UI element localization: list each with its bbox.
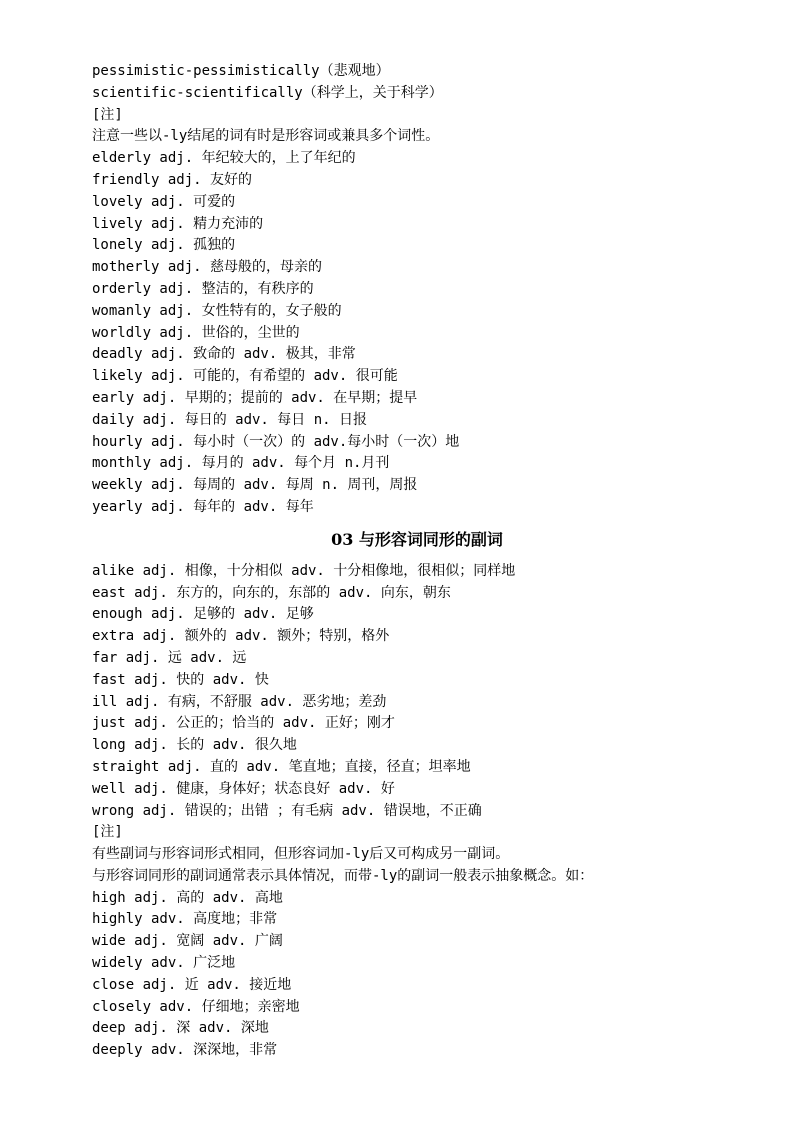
- text-line: east adj. 东方的，向东的，东部的 adv. 向东，朝东: [92, 584, 451, 601]
- text-line: widely adv. 广泛地: [92, 955, 236, 972]
- text-line: lonely adj. 孤独的: [92, 237, 236, 254]
- text-line: straight adj. 直的 adv. 笔直地；直接，径直；坦率地: [92, 758, 471, 775]
- text-line: far adj. 远 adv. 远: [92, 649, 247, 666]
- text-line: scientific-scientifically（科学上，关于科学）: [92, 84, 443, 101]
- note-marker: [注]: [92, 824, 123, 841]
- text-line: friendly adj. 友好的: [92, 171, 253, 188]
- text-line: motherly adj. 慈母般的，母亲的: [92, 259, 323, 276]
- text-line: deadly adj. 致命的 adv. 极其，非常: [92, 346, 356, 363]
- text-line: monthly adj. 每月的 adv. 每个月 n.月刊: [92, 455, 390, 472]
- text-line: lovely adj. 可爱的: [92, 193, 236, 210]
- text-line: well adj. 健康，身体好；状态良好 adv. 好: [92, 780, 395, 797]
- text-line: wrong adj. 错误的；出错 ；有毛病 adv. 错误地，不正确: [92, 802, 482, 819]
- text-line: ill adj. 有病，不舒服 adv. 恶劣地；差劲: [92, 693, 387, 710]
- text-line: deep adj. 深 adv. 深地: [92, 1020, 269, 1037]
- note-marker: [注]: [92, 106, 123, 123]
- adjective-ly-list: [92, 61, 742, 519]
- note-text: 与形容词同形的副词通常表示具体情况，而带-ly的副词一般表示抽象概念。如：: [92, 867, 594, 884]
- text-line: lively adj. 精力充沛的: [92, 215, 264, 232]
- text-line: weekly adj. 每周的 adv. 每周 n. 周刊，周报: [92, 477, 418, 494]
- text-line: high adj. 高的 adv. 高地: [92, 889, 283, 906]
- text-line: daily adj. 每日的 adv. 每日 n. 日报: [92, 411, 368, 428]
- text-line: fast adj. 快的 adv. 快: [92, 671, 269, 688]
- text-line: orderly adj. 整洁的，有秩序的: [92, 280, 314, 297]
- document-page: [92, 61, 742, 1062]
- text-line: likely adj. 可能的，有希望的 adv. 很可能: [92, 368, 398, 385]
- text-line: pessimistic-pessimistically（悲观地）: [92, 63, 390, 79]
- text-line: elderly adj. 年纪较大的，上了年纪的: [92, 150, 356, 167]
- text-line: wide adj. 宽阔 adv. 广阔: [92, 933, 283, 950]
- text-line: deeply adv. 深深地，非常: [92, 1042, 278, 1059]
- text-line: worldly adj. 世俗的，尘世的: [92, 324, 300, 341]
- same-form-adverb-list: [92, 561, 742, 1062]
- text-line: highly adv. 高度地；非常: [92, 911, 278, 928]
- text-line: enough adj. 足够的 adv. 足够: [92, 606, 314, 623]
- text-line: womanly adj. 女性特有的，女子般的: [92, 302, 342, 319]
- text-line: just adj. 公正的；恰当的 adv. 正好；刚才: [92, 715, 395, 732]
- text-line: closely adv. 仔细地；亲密地: [92, 998, 300, 1015]
- text-line: hourly adj. 每小时（一次）的 adv.每小时（一次）地: [92, 433, 460, 450]
- note-text: 有些副词与形容词形式相同，但形容词加-ly后又可构成另一副词。: [92, 846, 510, 863]
- section-heading: 03 与形容词同形的副词: [331, 529, 503, 549]
- text-line: alike adj. 相像，十分相似 adv. 十分相像地，很相似；同样地: [92, 562, 516, 579]
- text-line: early adj. 早期的；提前的 adv. 在早期；提早: [92, 389, 418, 406]
- text-line: yearly adj. 每年的 adv. 每年: [92, 498, 314, 515]
- note-text: 注意一些以-ly结尾的词有时是形容词或兼具多个词性。: [92, 128, 440, 145]
- text-line: close adj. 近 adv. 接近地: [92, 976, 292, 993]
- text-line: extra adj. 额外的 adv. 额外；特别，格外: [92, 628, 390, 645]
- text-line: long adj. 长的 adv. 很久地: [92, 737, 297, 754]
